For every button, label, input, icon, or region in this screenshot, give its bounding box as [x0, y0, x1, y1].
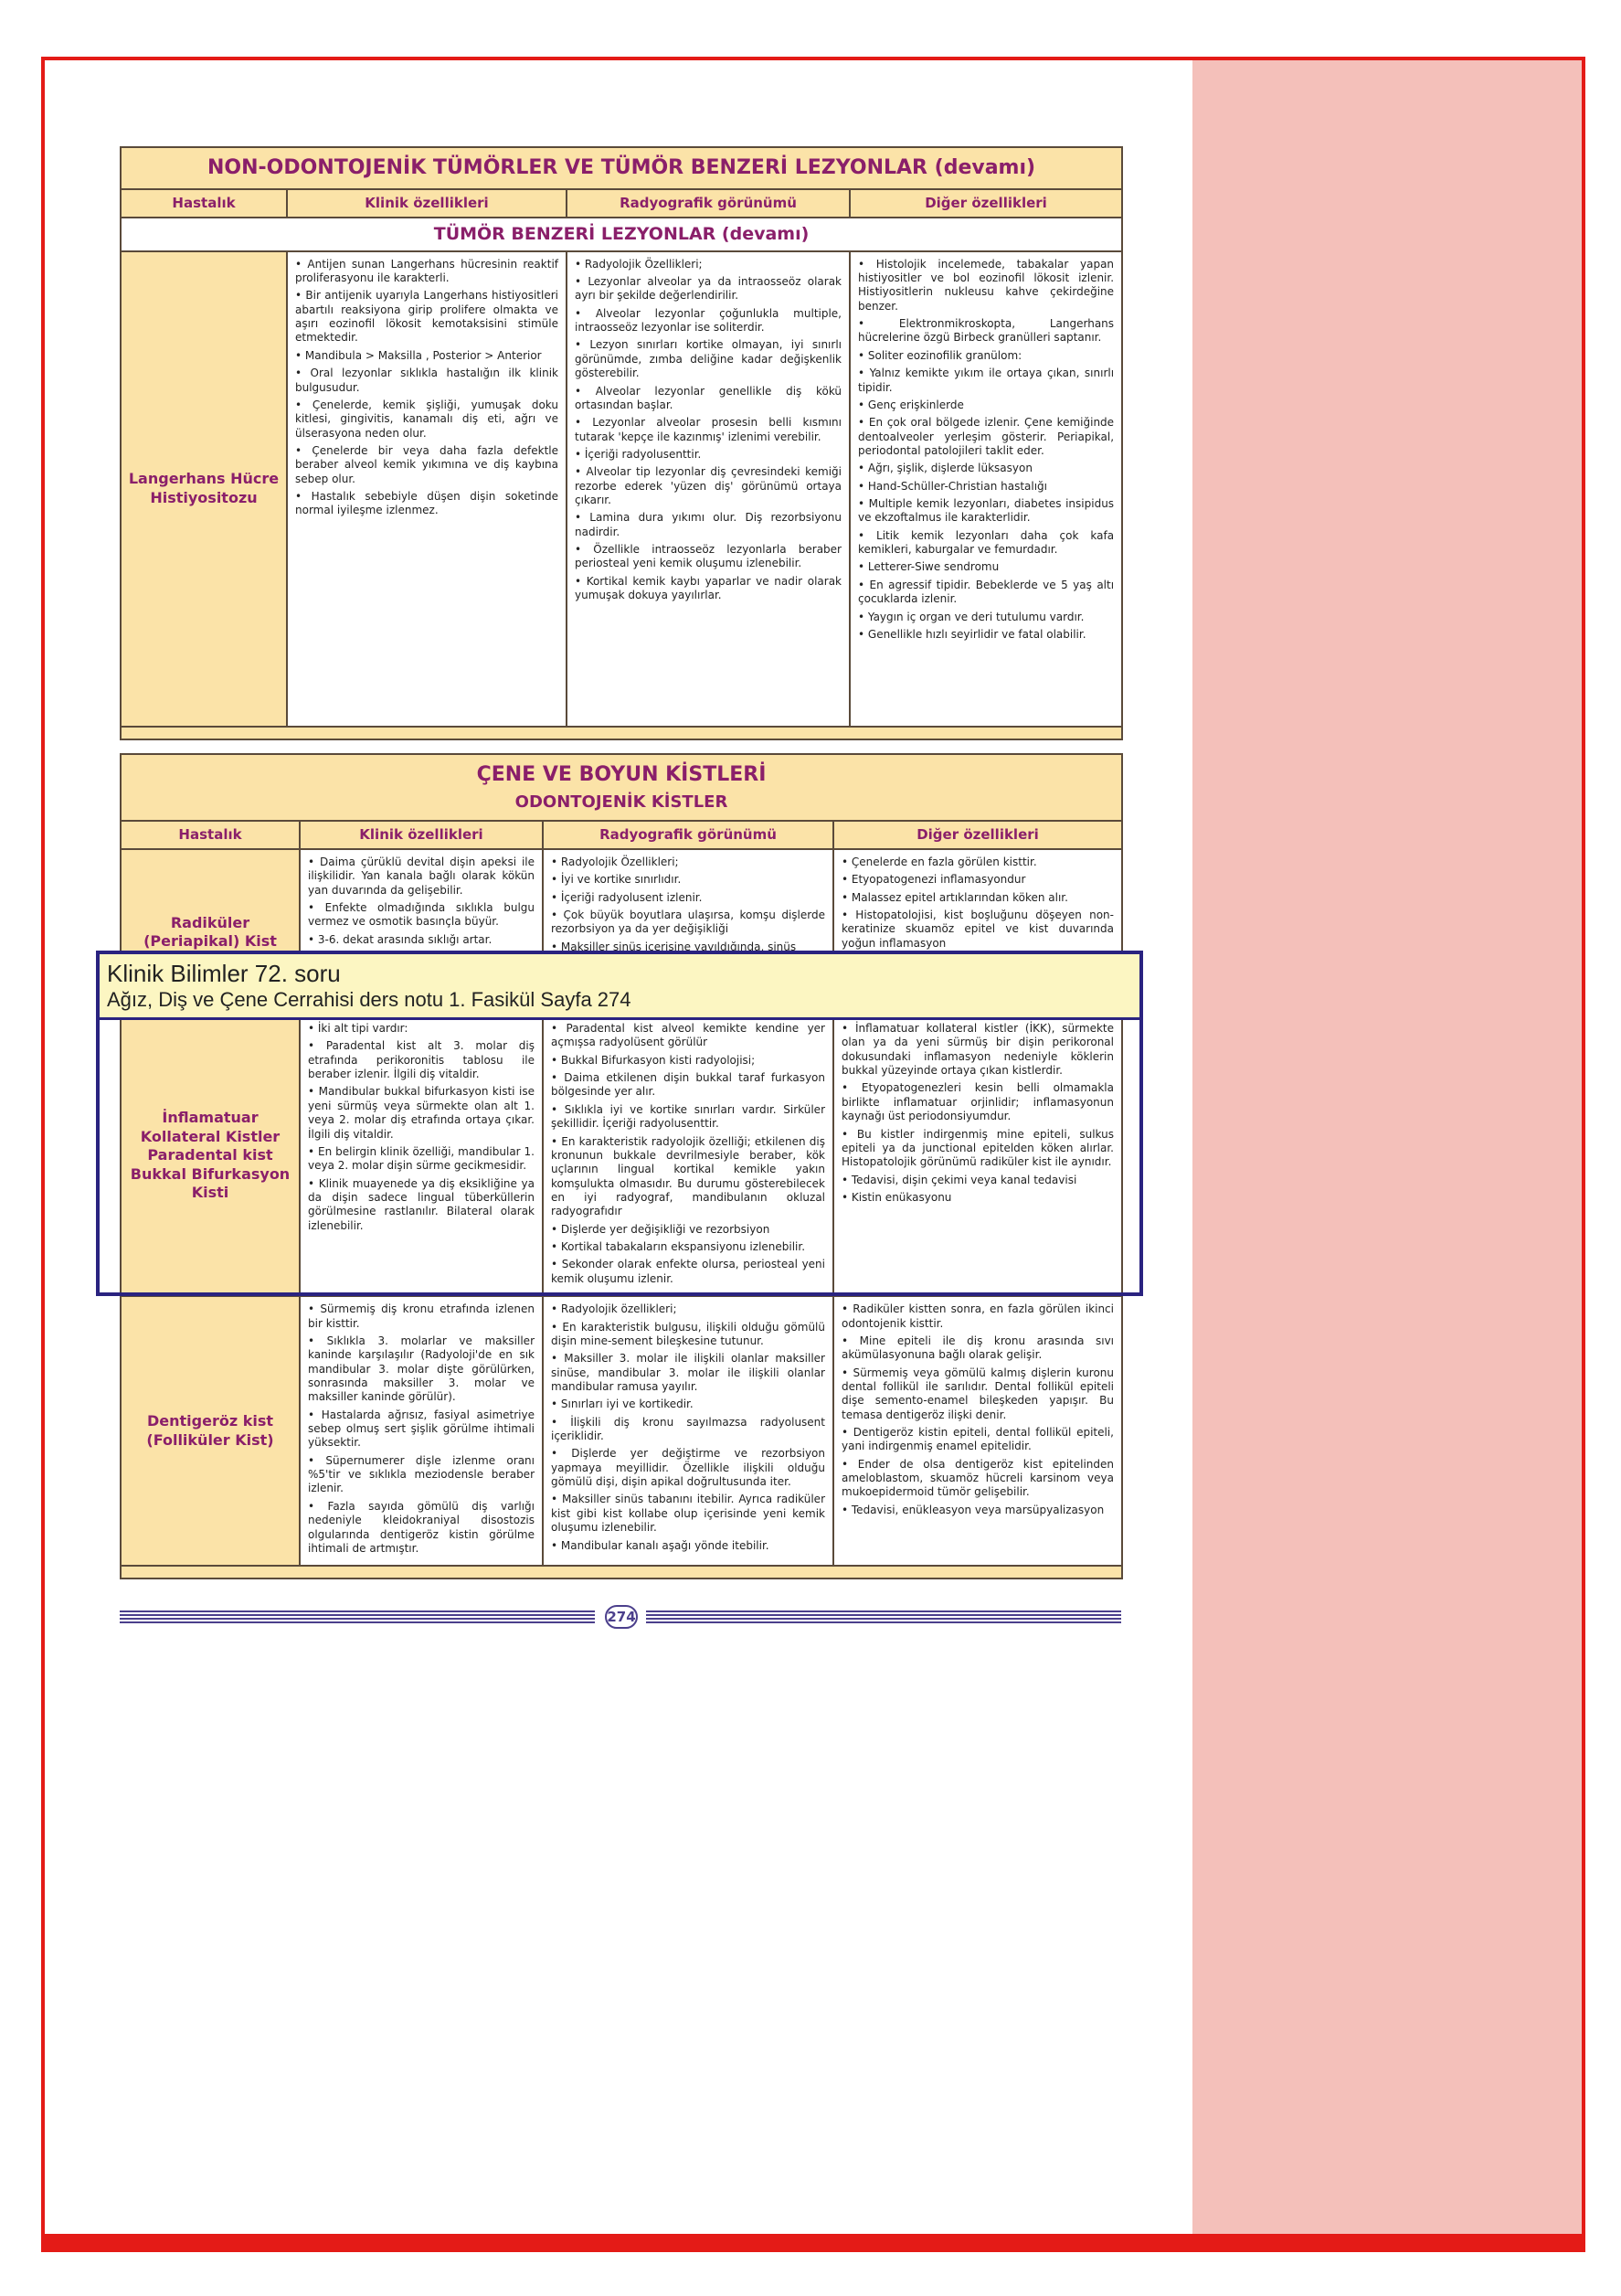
bullet-item: • Radyolojik özellikleri;: [551, 1302, 677, 1316]
bullet-item: • Antijen sunan Langerhans hücresinin reaktif proliferasyonu ile karakterli.: [295, 257, 558, 285]
bullet-item: • Kistin enükasyonu: [842, 1190, 952, 1204]
bullet-item: • Mandibular kanalı aşağı yönde itebilir.: [551, 1538, 769, 1552]
bullet-item: • Hastalık sebebiyle düşen dişin soketinde normal iyileşme izlenmez.: [295, 490, 558, 517]
radiographic-cell: [567, 251, 850, 727]
bullet-item: • En belirgin klinik özelliği, mandibular 1. veya 2. molar dişin sürme gecikmesidir.: [308, 1144, 535, 1173]
bullet-item: • Klinik muayenede ya diş eksikliğine ya da dişin sadece lingual tüberküllerin görülmesine rastlanılır. Bilateral olarak izlenebilir.: [308, 1176, 535, 1232]
bullet-item: • Ağrı, şişlik, dişlerde lüksasyon: [858, 462, 1033, 475]
bullet-item: • Letterer-Siwe sendromu: [858, 560, 1000, 574]
bullet-item: • Bir antijenik uyarıyla Langerhans histiyositleri abartılı reaksiyona girip prolifere olmakta ve aşırı eozinofil lökosit kemotaksisini stimüle etmektedir.: [295, 289, 558, 345]
bullet-item: • Özellikle intraosseöz lezyonlarla beraber periosteal yeni kemik oluşumu izlenebilir.: [575, 543, 842, 570]
bullet-item: • Radyolojik Özellikleri;: [575, 257, 703, 271]
col-header-other: Diğer özellikleri: [850, 189, 1122, 218]
table-row: [121, 1296, 1122, 1566]
col-header-radiographic: Radyografik görünümü: [543, 821, 833, 849]
bullet-item: • Lezyon sınırları kortike olmayan, iyi sınırlı görünümde, zımba deliğine kadar değişkenlik gösterebilir.: [575, 338, 842, 380]
bullet-item: • İlişkili diş kronu sayılmazsa radyolusent içeriklidir.: [551, 1415, 825, 1443]
clinical-cell: [300, 1296, 543, 1566]
bullet-item: • Yalnız kemikte yıkım ile ortaya çıkan, sınırlı tipidir.: [858, 367, 1115, 394]
bullet-item: • Dişlerde yer değişikliği ve rezorbsiyon: [551, 1222, 770, 1236]
bullet-item: • Bu kistler indirgenmiş mine epiteli, sulkus epiteli ya da junctional epitelden köken alırlar. Histopatolojik görünümü radiküler kist ile aynıdır.: [842, 1127, 1114, 1169]
bullet-item: • Hastalarda ağrısız, fasiyal asimetriye sebep olmuş sert şişlik görülme ihtimali yüksektir.: [308, 1408, 535, 1450]
table2-title-text: ÇENE VE BOYUN KİSTLERİ: [476, 762, 767, 786]
bullet-item: • Mandibula > Maksilla , Posterior > Anterior: [295, 348, 542, 362]
bullet-item: • Lezyonlar alveolar ya da intraosseöz olarak ayrı bir şekilde değerlendirilir.: [575, 275, 842, 303]
bullet-item: • Alveolar lezyonlar çoğunlukla multiple, intraosseöz lezyonlar ise soliterdir.: [575, 306, 842, 335]
bullet-item: • Radiküler kistten sonra, en fazla görülen ikinci odontojenik kisttir.: [842, 1302, 1114, 1330]
bullet-item: • Tedavisi, enükleasyon veya marsüpyalizasyon: [842, 1503, 1105, 1516]
bullet-item: • Litik kemik lezyonları daha çok kafa kemikleri, kaburgalar ve femurdadır.: [858, 528, 1115, 557]
bullet-item: • En çok oral bölgede izlenir. Çene kemiğinde dentoalveoler yerleşim gösterir. Periapikal, periodontal patolojileri taklit eder.: [858, 416, 1115, 457]
bullet-item: • Süpernumerer dişle izlenme oranı %5'tir ve sıklıkla meziodensle beraber izlenir.: [308, 1453, 535, 1495]
col-header-disease: Hastalık: [121, 189, 287, 218]
bullet-item: • En karakteristik bulgusu, ilişkili olduğu gömülü dişin mine-sement bileşkesine tutunur.: [551, 1320, 825, 1347]
bullet-item: • Elektronmikroskopta, Langerhans hücrelerine özgü Birbeck granülleri saptanır.: [858, 317, 1115, 345]
bullet-item: • Etyopatogenezi inflamasyondur: [842, 873, 1026, 887]
col-header-disease: Hastalık: [121, 821, 300, 849]
bullet-item: • Mine epiteli ile diş kronu arasında sıvı akümülasyonuna bağlı olarak gelişir.: [842, 1334, 1114, 1362]
bullet-item: • Histopatolojisi, kist boşluğunu döşeyen non-keratinize skuamöz epitel ve kist duvarında yoğun inflamasyon: [842, 909, 1114, 950]
table-row: [121, 251, 1122, 727]
bullet-item: • İki alt tipi vardır:: [308, 1022, 408, 1036]
bullet-item: • Maksiller sinüs içerisine yayıldığında, sinüs: [551, 940, 797, 953]
bullet-item: • İyi ve kortike sınırlıdır.: [551, 873, 682, 887]
bullet-item: • Sürmemiş veya gömülü kalmış dişlerin kuronu dental follikül ile sarılıdır. Dental follikül epiteli dişe semento-enamel bileşkeden yapışır. Bu temasa dentigeröz ilişki denir.: [842, 1366, 1114, 1421]
bullet-item: • İnflamatuar kollateral kistler (İKK), sürmekte olan ya da yeni sürmüş bir dişin perikoronal dokusundaki inflamasyon nedeniyle köklerin bukkal yüzeyinde ortaya çıkan kistlerdir.: [842, 1022, 1114, 1078]
bullet-item: • Malassez epitel artıklarından köken alır.: [842, 890, 1068, 904]
bullet-item: • Mandibular bukkal bifurkasyon kisti ise yeni sürmüş veya sürmekte olan alt 1. veya 2. molar diş etrafında ortaya çıkar. İlgili diş vitaldir.: [308, 1085, 535, 1141]
col-header-clinical: Klinik özellikleri: [287, 189, 567, 218]
footer-rule-right: [646, 1610, 1121, 1623]
source-label-line1: Klinik Bilimler 72. soru: [107, 960, 341, 987]
bullet-item: • Lamina dura yıkımı olur. Diş rezorbsiyonu nadirdir.: [575, 511, 842, 538]
bullet-item: • Yaygın iç organ ve deri tutulumu vardır.: [858, 610, 1085, 623]
bullet-item: • Çenelerde bir veya daha fazla defektle beraber alveol kemik yıkımına ve diş kaybına sebep olur.: [295, 443, 558, 485]
bullet-item: • 3-6. dekat arasında sıklığı artar.: [308, 932, 493, 946]
bullet-item: • İçeriği radyolusenttir.: [575, 447, 702, 461]
table-footer-band: [121, 1566, 1122, 1578]
book-page: [120, 146, 1121, 1579]
bullet-item: • Tedavisi, dişin çekimi veya kanal tedavisi: [842, 1173, 1077, 1186]
radiographic-cell: [543, 1296, 833, 1566]
table-footer-band: [121, 727, 1122, 739]
bullet-item: • Sürmemiş diş kronu etrafında izlenen bir kisttir.: [308, 1302, 535, 1330]
col-header-other: Diğer özellikleri: [833, 821, 1122, 849]
bullet-item: • Histolojik incelemede, tabakalar yapan histiyositler ve bol eozinofil lökosit izlenir. Histiyositlerin nukleusu kahve çekirdeğine benzer.: [858, 257, 1115, 313]
bullet-item: • Kortikal kemik kaybı yaparlar ve nadir olarak yumuşak dokuya yayılırlar.: [575, 574, 842, 602]
bullet-item: • Soliter eozinofilik granülom:: [858, 348, 1022, 362]
bullet-item: • Enfekte olmadığında sıklıkla bulgu vermez ve osmotik basınçla büyür.: [308, 901, 535, 929]
bullet-item: • Multiple kemik lezyonları, diabetes insipidus ve ekzoftalmus ile karakterlidir.: [858, 497, 1115, 525]
bullet-item: • Paradental kist alt 3. molar diş etrafında perikoronitis tablosu ile beraber izlenir. İlgili diş vitaldir.: [308, 1039, 535, 1081]
bullet-item: • Daima çürüklü devital dişin apeksi ile ilişkilidir. Yan kanala bağlı olarak kökün yan duvarında da gelişebilir.: [308, 856, 535, 897]
bullet-item: • Maksiller 3. molar ile ilişkili olanlar maksiller sinüse, mandibular 3. molar ile ilişkili olanlar mandibular ramusa yayılır.: [551, 1352, 825, 1393]
bullet-item: • Sıklıkla iyi ve kortike sınırları vardır. Sirküler şekillidir. İçeriği radyolusenttir.: [551, 1102, 825, 1131]
bullet-item: • İçeriği radyolusent izlenir.: [551, 890, 703, 904]
clinical-cell: [287, 251, 567, 727]
bullet-item: • Sıklıkla 3. molarlar ve maksiller kaninde karşılaşılır (Radyoloji'de en sık mandibular 3. molar dişte görülürken, sonrasında maksiller 3. molar ve maksiller kaninde görülür).: [308, 1334, 535, 1404]
bullet-item: • Paradental kist alveol kemikte kendine yer açmışsa radyolüsent görülür: [551, 1022, 825, 1049]
bullet-item: • Dentigeröz kistin epiteli, dental follikül epiteli, yani indirgenmiş enamel epitelidir.: [842, 1426, 1114, 1453]
frame-bottom-bar: [41, 2234, 1585, 2250]
bullet-item: • Oral lezyonlar sıklıkla hastalığın ilk klinik bulgusudur.: [295, 367, 558, 394]
bullet-item: • Daima etkilenen dişin bukkal taraf furkasyon bölgesinde yer alır.: [551, 1071, 825, 1099]
bullet-item: • Radyolojik Özellikleri;: [551, 856, 679, 869]
bullet-item: • Sınırları iyi ve kortikedir.: [551, 1398, 694, 1411]
bullet-item: • Sekonder olarak enfekte olursa, periosteal yeni kemik oluşumu izlenir.: [551, 1258, 825, 1285]
disease-name: Langerhans Hücre Histiyositozu: [121, 251, 287, 727]
page-footer: [120, 1605, 1121, 1629]
bullet-item: • Bukkal Bifurkasyon kisti radyolojisi;: [551, 1053, 756, 1067]
bullet-item: • Hand-Schüller-Christian hastalığı: [858, 479, 1047, 493]
bullet-item: • Alveolar lezyonlar genellikle diş kökü ortasından başlar.: [575, 384, 842, 411]
bullet-item: • Fazla sayıda gömülü diş varlığı nedeniyle kleidokraniyal disostozis olgularında dentigeröz kistin görülme ihtimali de artmıştır.: [308, 1499, 535, 1555]
bullet-item: • Genellikle hızlı seyirlidir ve fatal olabilir.: [858, 627, 1086, 641]
table2-title: [121, 754, 1122, 821]
bullet-item: • En agressif tipidir. Bebeklerde ve 5 yaş altı çocuklarda izlenir.: [858, 578, 1115, 606]
bullet-item: • Çenelerde, kemik şişliği, yumuşak doku kitlesi, gingivitis, kanamalı diş eti, ağrı ve ülserasyona neden olur.: [295, 398, 558, 440]
bullet-item: • Çenelerde en fazla görülen kisttir.: [842, 856, 1037, 869]
bullet-item: • Alveolar tip lezyonlar diş çevresindeki kemiği rezorbe ederek 'yüzen diş' görünümü ortaya çıkarır.: [575, 465, 842, 507]
disease-name: Radiküler (Periapikal) Kist: [121, 849, 300, 1015]
other-cell: [850, 251, 1122, 727]
disease-name: İnflamatuar Kollateral Kistler Paradental kist Bukkal Bifurkasyon Kisti: [121, 1015, 300, 1296]
table-non-odontogenic: [120, 146, 1123, 740]
bullet-item: • En karakteristik radyolojik özelliği; etkilenen diş kronunun bukkale devrilmesiyle beraber, kök uçlarının lingual kortikal kemikle yakın komşulukta olmasıdır. Bu durumu gösterebilecek en iyi radyograf, mandibulanın okluzal radyografıdır: [551, 1134, 825, 1218]
table2-subtitle: ODONTOJENİK KİSTLER: [514, 792, 728, 812]
disease-name: Dentigeröz kist (Folliküler Kist): [121, 1296, 300, 1566]
col-header-clinical: Klinik özellikleri: [300, 821, 543, 849]
bullet-item: • Etyopatogenezleri kesin belli olmamakla birlikte inflamatuar orjinlidir; inflamasyonun kaynağı üst periodonsiyumdur.: [842, 1081, 1114, 1123]
bullet-item: • Genç erişkinlerde: [858, 398, 964, 411]
bullet-item: • Kortikal tabakaların ekspansiyonu izlenebilir.: [551, 1240, 806, 1254]
col-header-radiographic: Radyografik görünümü: [567, 189, 850, 218]
bullet-item: • Lezyonlar alveolar prosesin belli kısmını tutarak 'kepçe ile kazınmış' izlenimi verebilir.: [575, 416, 842, 443]
bullet-item: • Maksiller sinüs tabanını itebilir. Ayrıca radiküler kist gibi kist kollabe olup içerisinde yeni kemik oluşumu izlenebilir.: [551, 1493, 825, 1535]
page-number: 274: [605, 1605, 638, 1629]
table1-title: NON-ODONTOJENİK TÜMÖRLER VE TÜMÖR BENZERİ LEZYONLAR (devamı): [121, 147, 1122, 189]
source-label: [100, 954, 1139, 1020]
highlight-box: [96, 951, 1143, 1296]
bullet-item: • Çok büyük boyutlara ulaşırsa, komşu dişlerde rezorbsiyon ya da yer değişikliği: [551, 909, 825, 936]
right-margin-strip: [1192, 60, 1582, 2234]
bullet-item: • Ender de olsa dentigeröz kist epitelinden ameloblastom, skuamöz hücreli karsinom veya mukoepidermoid tümör gelişebilir.: [842, 1457, 1114, 1499]
footer-rule-left: [120, 1610, 595, 1623]
table1-section-title: TÜMÖR BENZERİ LEZYONLAR (devamı): [121, 218, 1122, 250]
other-cell: [833, 1296, 1122, 1566]
bullet-item: • Dişlerde yer değiştirme ve rezorbsiyon yapmaya meyillidir. Özellikle ilişkili olduğu gömülü dişi, dişin apikal doğrultusunda iter.: [551, 1447, 825, 1489]
source-label-line2: Ağız, Diş ve Çene Cerrahisi ders notu 1. Fasikül Sayfa 274: [107, 988, 631, 1011]
